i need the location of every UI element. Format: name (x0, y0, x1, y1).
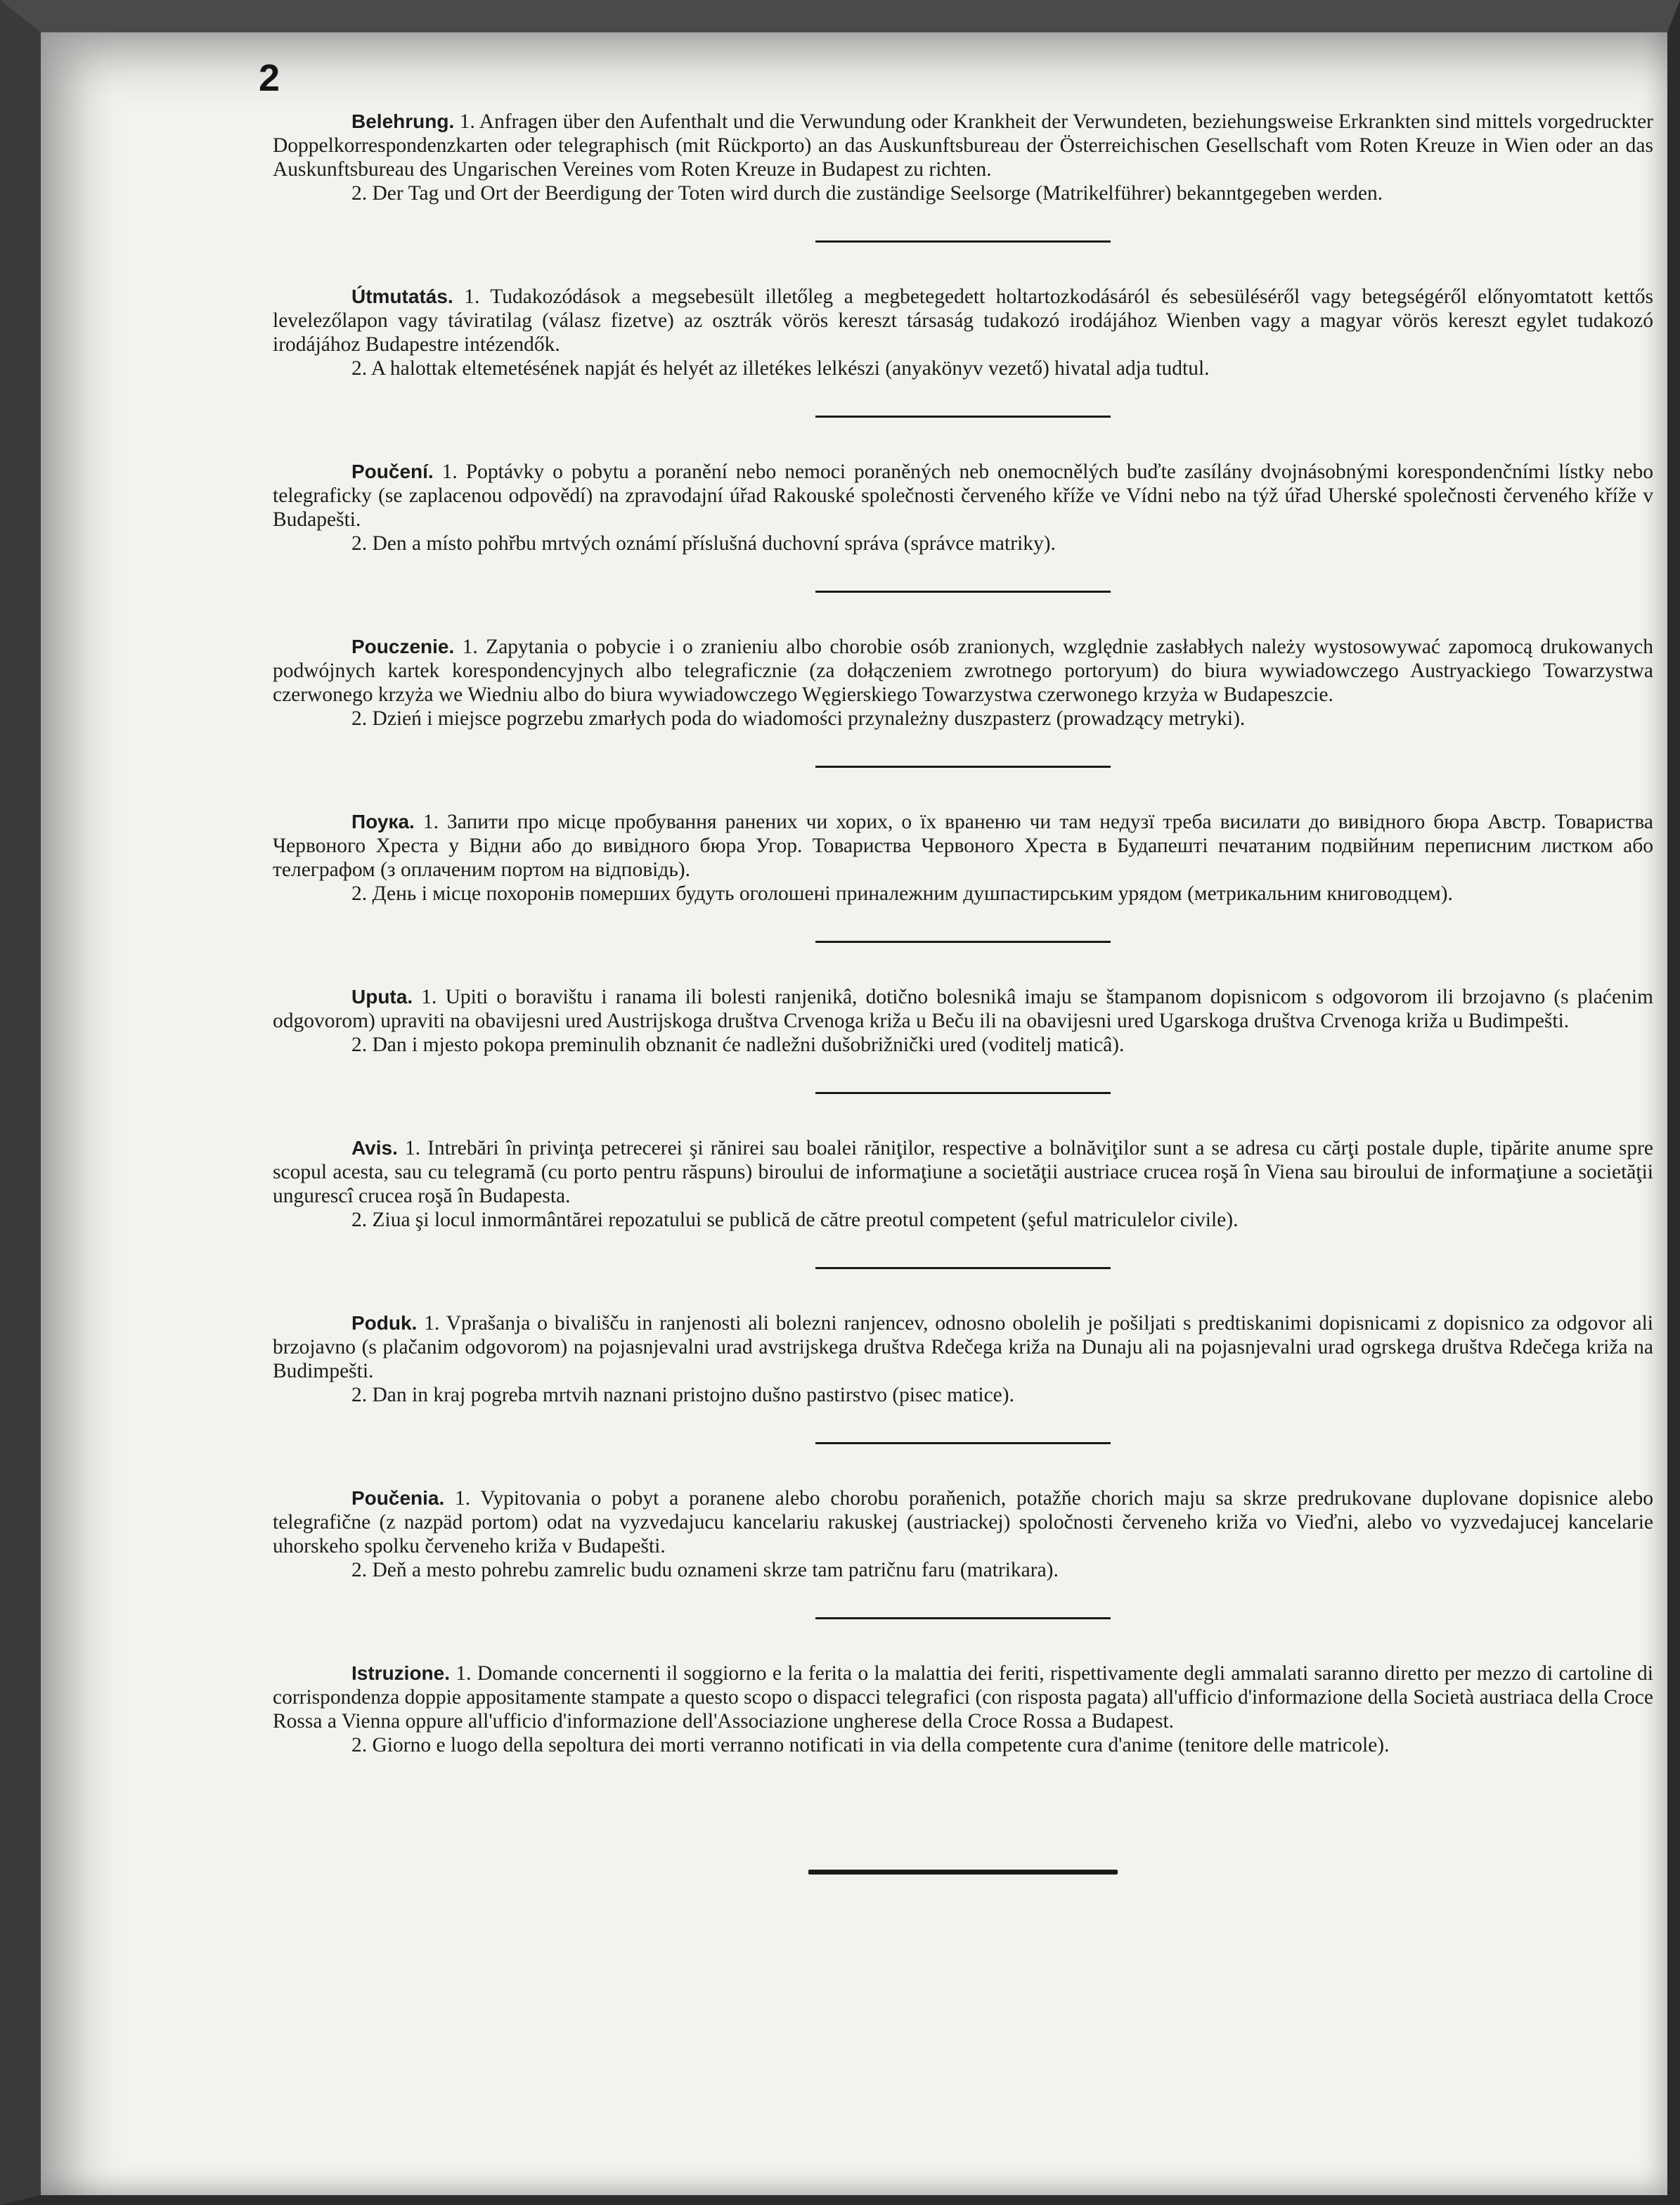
paragraph-1: 1. Poptávky o pobytu a poranění nebo nemoci poraněných neb onemocnělých buďte zasílány dvojnásobnými korespondenčními lístky nebo telegraficky (se zaplacenou odpovědí) na zpravodajní úřad Rakouské společnosti červeného kříže ve Vídni nebo na týž úřad Uherské společnosti červeného kříže v Budapešti. (273, 461, 1654, 531)
section-ukrainian (273, 810, 1653, 906)
section-divider (815, 1442, 1111, 1444)
section-heading: Pouczenie. (351, 636, 455, 657)
page-number: 2 (259, 57, 280, 99)
section-divider (815, 591, 1111, 593)
section-heading: Poučenia. (351, 1487, 445, 1509)
paragraph-1: 1. Vprašanja o bivališču in ranjenosti ali bolezni ranjencev, odnosno obolelih je pošiljati s predtiskanimi dopisnicami z dopisnico za odgovor ali brzojavno (s plačanim odgovorom) na pojasnjevalni urad avstrijskega društva Rdečega križa na Dunaju ali na pojasnjevalni urad ogrskega društva Rdečega križa na Budimpešti. (273, 1312, 1654, 1382)
document-body (273, 110, 1653, 1875)
section-german (273, 110, 1653, 205)
paragraph-2: 2. День і місце похоронів померших будуть оголошені приналежним душпастирським урядом (метрикальним книговодцем). (351, 882, 1453, 905)
section-heading: Avis. (351, 1137, 398, 1159)
paragraph-2: 2. Dzień i miejsce pogrzebu zmarłych poda do wiadomości przynależny duszpasterz (prowadzący metryki). (351, 707, 1246, 730)
paragraph-1: 1. Upiti o boravištu i ranama ili bolesti ranjenikâ, dotično bolesnikâ imaju se štampanom dopisnicom s odgovorom ili brzojavno (s plaćenim odgovorom) upraviti na obavijesni ured Austrijskoga društva Crvenoga križa u Beču ili na obavijesni ured Ugarskoga društva Crvenoga križa u Budimpešti. (273, 986, 1654, 1032)
section-heading: Poduk. (351, 1312, 418, 1334)
paragraph-1: 1. Запити про місце пробування ранених чи хорих, о їх враненю чи там недузї треба висилати до вивідного бюра Австр. Товариства Червоного Хреста у Відни або до вивідного бюра Угор. Товариства Червоного Хреста в Будапешті печатаним подвійним переписним листком або телеграфом (з оплаченим портом на відповідь). (273, 811, 1654, 881)
section-slovak (273, 1486, 1653, 1582)
section-divider (815, 240, 1111, 243)
section-heading: Uputa. (351, 986, 413, 1008)
paragraph-1: 1. Intrebări în privinţa petrecerei şi rănirei sau boalei răniţilor, respective a bolnăviţilor sunt a se adresa cu cărţi postale duple, tipărite anume spre scopul acesta, sau cu telegramă (cu porto pentru răspuns) biroului de informaţiune a societăţii austriace crucea roşă în Viena sau biroului de informaţiune a societăţii ungurescî crucea roşă în Budapesta. (273, 1137, 1653, 1207)
paragraph-1: 1. Zapytania o pobycie i o zranieniu albo chorobie osób zranionych, względnie zasłabłych należy wystosowywać zapomocą drukowanych podwójnych kartek korespondencyjnych albo telegraficznie (za dołączeniem zwrotnego portoryum) do biura wywiadowczego Austryackiego Towarzystwa czerwonego krzyża we Wiedniu albo do biura wywiadowczego Węgierskiego Towarzystwa czerwonego krzyża w Budapeszcie. (273, 636, 1653, 706)
section-slovenian (273, 1311, 1653, 1407)
section-czech (273, 460, 1653, 555)
paragraph-2: 2. Der Tag und Ort der Beerdigung der Toten wird durch die zuständige Seelsorge (Matrikelführer) bekanntgegeben werden. (351, 182, 1383, 205)
section-heading: Belehrung. (351, 110, 455, 132)
paragraph-2: 2. Dan i mjesto pokopa preminulih obznanit će nadležni dušobrižnički ured (voditelj maticâ). (351, 1034, 1125, 1056)
section-romanian (273, 1136, 1653, 1232)
section-divider (815, 1267, 1111, 1269)
paragraph-2: 2. Ziua şi locul inmormântărei repozatului se publică de către preotul competent (şeful matriculelor civile). (351, 1209, 1239, 1231)
paragraph-2: 2. A halottak eltemetésének napját és helyét az illetékes lelkészi (anyakönyv vezető) hivatal adja tudtul. (351, 357, 1210, 380)
section-polish (273, 635, 1653, 731)
section-divider (815, 1092, 1111, 1094)
paragraph-1: 1. Anfragen über den Aufenthalt und die Verwundung oder Krankheit der Verwundeten, beziehungsweise Erkrankten sind mittels vorgedruckter Doppelkorrespondenzkarten oder telegraphisch (mit Rückporto) an das Auskunftsbureau der Österreichischen Gesellschaft vom Roten Kreuze in Wien oder an das Auskunftsbureau des Ungarischen Vereines vom Roten Kreuze in Budapest zu richten. (273, 110, 1653, 181)
section-italian (273, 1661, 1653, 1757)
section-divider (815, 1617, 1111, 1619)
section-croatian (273, 985, 1653, 1057)
section-heading: Istruzione. (351, 1662, 451, 1684)
section-heading: Poučení. (351, 461, 434, 482)
paragraph-2: 2. Dan in kraj pogreba mrtvih naznani pristojno dušno pastirstvo (pisec matice). (351, 1384, 1014, 1406)
paragraph-2: 2. Giorno e luogo della sepoltura dei morti verranno notificati in via della competente cura d'anime (tenitore delle matricole). (351, 1734, 1390, 1756)
section-divider (815, 416, 1111, 418)
closing-rule (808, 1870, 1118, 1875)
section-hungarian (273, 285, 1653, 380)
section-heading: Útmutatás. (351, 285, 453, 307)
paragraph-1: 1. Tudakozódások a megsebesült illetőleg a megbetegedett holtartozkodásáról és sebesüléséről vagy betegségéről előnyomtatott kettős levelezőlapon vagy táviratilag (válasz fizetve) az osztrák vörös kereszt társaság tudakozó irodájához Wienben vagy a magyar vörös kereszt egylet tudakozó irodájához Budapestre intézendők. (273, 285, 1654, 356)
paragraph-1: 1. Domande concernenti il soggiorno e la ferita o la malattia dei feriti, rispettivamente degli ammalati saranno diretto per mezzo di cartoline di corrispondenza doppie appositamente stampate a questo scopo o dispacci telegrafici (con risposta pagata) all'ufficio d'informazione della Società austriaca della Croce Rossa a Vienna oppure all'ufficio d'informazione dell'Associazione ungherese della Croce Rossa a Budapest. (273, 1662, 1654, 1732)
section-divider (815, 941, 1111, 943)
paragraph-2: 2. Den a místo pohřbu mrtvých oznámí příslušná duchovní správa (správce matriky). (351, 532, 1056, 555)
section-heading: Поука. (351, 811, 415, 832)
paragraph-2: 2. Deň a mesto pohrebu zamrelic budu oznameni skrze tam patričnu faru (matrikara). (351, 1559, 1059, 1581)
paragraph-1: 1. Vypitovania o pobyt a poranene alebo chorobu poraňenich, potažňe chorich maju sa skrze predrukovane duplovane dopisnice alebo telegrafične (z nazpäd portom) odat na vyzvedajucu kancelariu rakuskej (austriackej) spoločnosti červeneho križa vo Vieďni, alebo vo vyzvedajucej kancelarie uhorskeho spolku červeneho križa v Budapešti. (273, 1487, 1653, 1557)
section-divider (815, 766, 1111, 768)
